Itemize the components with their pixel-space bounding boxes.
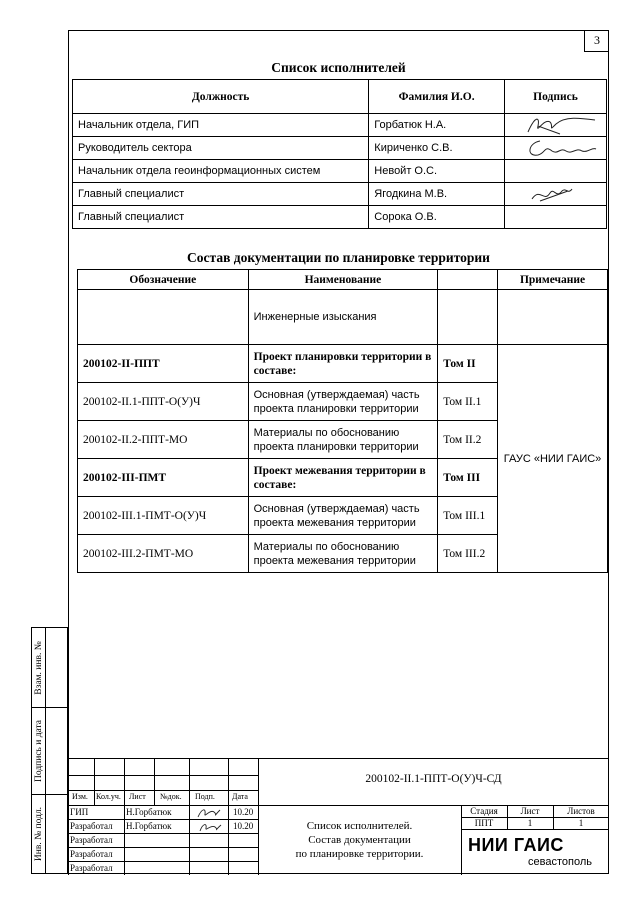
code-cell: 200102-II.1-ППТ-О(У)Ч: [78, 383, 249, 421]
sheets-value: 1: [578, 818, 584, 828]
signature-image: [510, 137, 600, 159]
table-row: [73, 114, 607, 137]
signature-image: [194, 820, 224, 833]
strip-cell-replacement: [31, 627, 68, 708]
role-label: Разработал: [70, 835, 113, 845]
signature-image: [194, 806, 224, 819]
header-name: Фамилия И.О.: [369, 80, 505, 114]
position-cell: Руководитель сектора: [73, 137, 369, 160]
side-strip: [31, 627, 68, 874]
table-row: [78, 345, 608, 383]
name-cell: Ягодкина М.В.: [369, 183, 505, 206]
role-label: Разработал: [70, 863, 113, 873]
role-label: ГИП: [70, 807, 89, 817]
role-label: Разработал: [70, 821, 113, 831]
volume-cell: Том II.2: [438, 421, 498, 459]
date-value: 10.20: [233, 821, 254, 831]
sheet-title-line-2: Состав документации: [308, 834, 411, 846]
signature-cell: [504, 183, 606, 206]
strip-cell-signature-date: [31, 707, 68, 795]
title-cell: Основная (утверждаемая) часть проекта планировки территории: [248, 383, 438, 421]
title-cell: Материалы по обоснованию проекта межевания территории: [248, 535, 438, 573]
table-row: [78, 290, 608, 345]
code-cell: 200102-II.2-ППТ-МО: [78, 421, 249, 459]
document-code: 200102-II.1-ППТ-О(У)Ч-СД: [365, 773, 502, 785]
col-header-change: Изм.: [72, 792, 88, 801]
table-row: [73, 160, 607, 183]
code-cell: 200102-III-ПМТ: [78, 459, 249, 497]
name-cell: Горбатюк Н.А.: [369, 114, 505, 137]
header-signature: Подпись: [504, 80, 606, 114]
sheet-number: 3: [584, 30, 609, 52]
side-label-replacement: Взам. инв. №: [33, 640, 44, 695]
code-cell: 200102-III.1-ПМТ-О(У)Ч: [78, 497, 249, 535]
composition-title: Состав документации по планировке территории: [187, 250, 490, 265]
title-cell: Инженерные изыскания: [248, 290, 438, 345]
volume-cell: [438, 290, 498, 345]
volume-cell: Том II: [438, 345, 498, 383]
header-position: Должность: [73, 80, 369, 114]
col-header-sheet: Лист: [129, 792, 146, 801]
code-cell: [78, 290, 249, 345]
code-cell: 200102-II-ППТ: [78, 345, 249, 383]
strip-cell-original-inventory: [31, 794, 68, 874]
side-label-signature-date: Подпись и дата: [33, 719, 44, 783]
col-header-docnum: №док.: [160, 792, 182, 801]
title-cell: Проект планировки территории в составе:: [248, 345, 438, 383]
stage-value: ППТ: [474, 818, 494, 828]
sheets-label: Листов: [567, 806, 595, 816]
sheet-label: Лист: [520, 806, 540, 816]
performers-title: Список исполнителей: [271, 60, 406, 75]
signature-cell: [504, 160, 606, 183]
signature-image: [510, 114, 600, 136]
position-cell: Главный специалист: [73, 206, 369, 229]
side-label-original-inventory: Инв. № подл.: [33, 806, 44, 862]
performers-table: [72, 79, 607, 229]
logo-sub-text: севастополь: [528, 856, 592, 868]
position-cell: Начальник отдела геоинформационных систем: [73, 160, 369, 183]
title-cell: Материалы по обоснованию проекта планировки территории: [248, 421, 438, 459]
date-value: 10.20: [233, 807, 254, 817]
code-cell: 200102-III.2-ПМТ-МО: [78, 535, 249, 573]
table-row: [73, 206, 607, 229]
person-name: Н.Горбатюк: [126, 807, 172, 817]
table-row: [73, 137, 607, 160]
company-logo: [468, 833, 604, 871]
volume-cell: Том III.2: [438, 535, 498, 573]
stage-label: Стадия: [470, 806, 498, 816]
position-cell: Главный специалист: [73, 183, 369, 206]
volume-cell: Том II.1: [438, 383, 498, 421]
col-header-date: Дата: [232, 792, 248, 801]
title-cell: Проект межевания территории в составе:: [248, 459, 438, 497]
table-row: [73, 183, 607, 206]
note-cell: [498, 290, 608, 345]
name-cell: Кириченко С.В.: [369, 137, 505, 160]
sheet-value: 1: [527, 818, 533, 828]
name-cell: Невойт О.С.: [369, 160, 505, 183]
signature-cell: [504, 206, 606, 229]
note-cell: ГАУС «НИИ ГАИС»: [498, 345, 608, 573]
header-title: Наименование: [248, 270, 438, 290]
signature-image: [510, 183, 600, 205]
role-label: Разработал: [70, 849, 113, 859]
signature-cell: [504, 114, 606, 137]
title-block: [68, 758, 609, 874]
volume-cell: Том III: [438, 459, 498, 497]
header-note: Примечание: [498, 270, 608, 290]
header-volume: [438, 270, 498, 290]
col-header-sign: Подп.: [195, 792, 215, 801]
col-header-count: Кол.уч.: [96, 792, 121, 801]
title-cell: Основная (утверждаемая) часть проекта межевания территории: [248, 497, 438, 535]
signature-cell: [504, 137, 606, 160]
sheet-title-line-3: по планировке территории.: [295, 848, 424, 860]
person-name: Н.Горбатюк: [126, 821, 172, 831]
composition-table: [77, 269, 608, 573]
name-cell: Сорока О.В.: [369, 206, 505, 229]
logo-main-text: НИИ ГАИС: [468, 835, 564, 855]
volume-cell: Том III.1: [438, 497, 498, 535]
header-code: Обозначение: [78, 270, 249, 290]
sheet-title-line-1: Список исполнителей.: [306, 820, 413, 832]
position-cell: Начальник отдела, ГИП: [73, 114, 369, 137]
